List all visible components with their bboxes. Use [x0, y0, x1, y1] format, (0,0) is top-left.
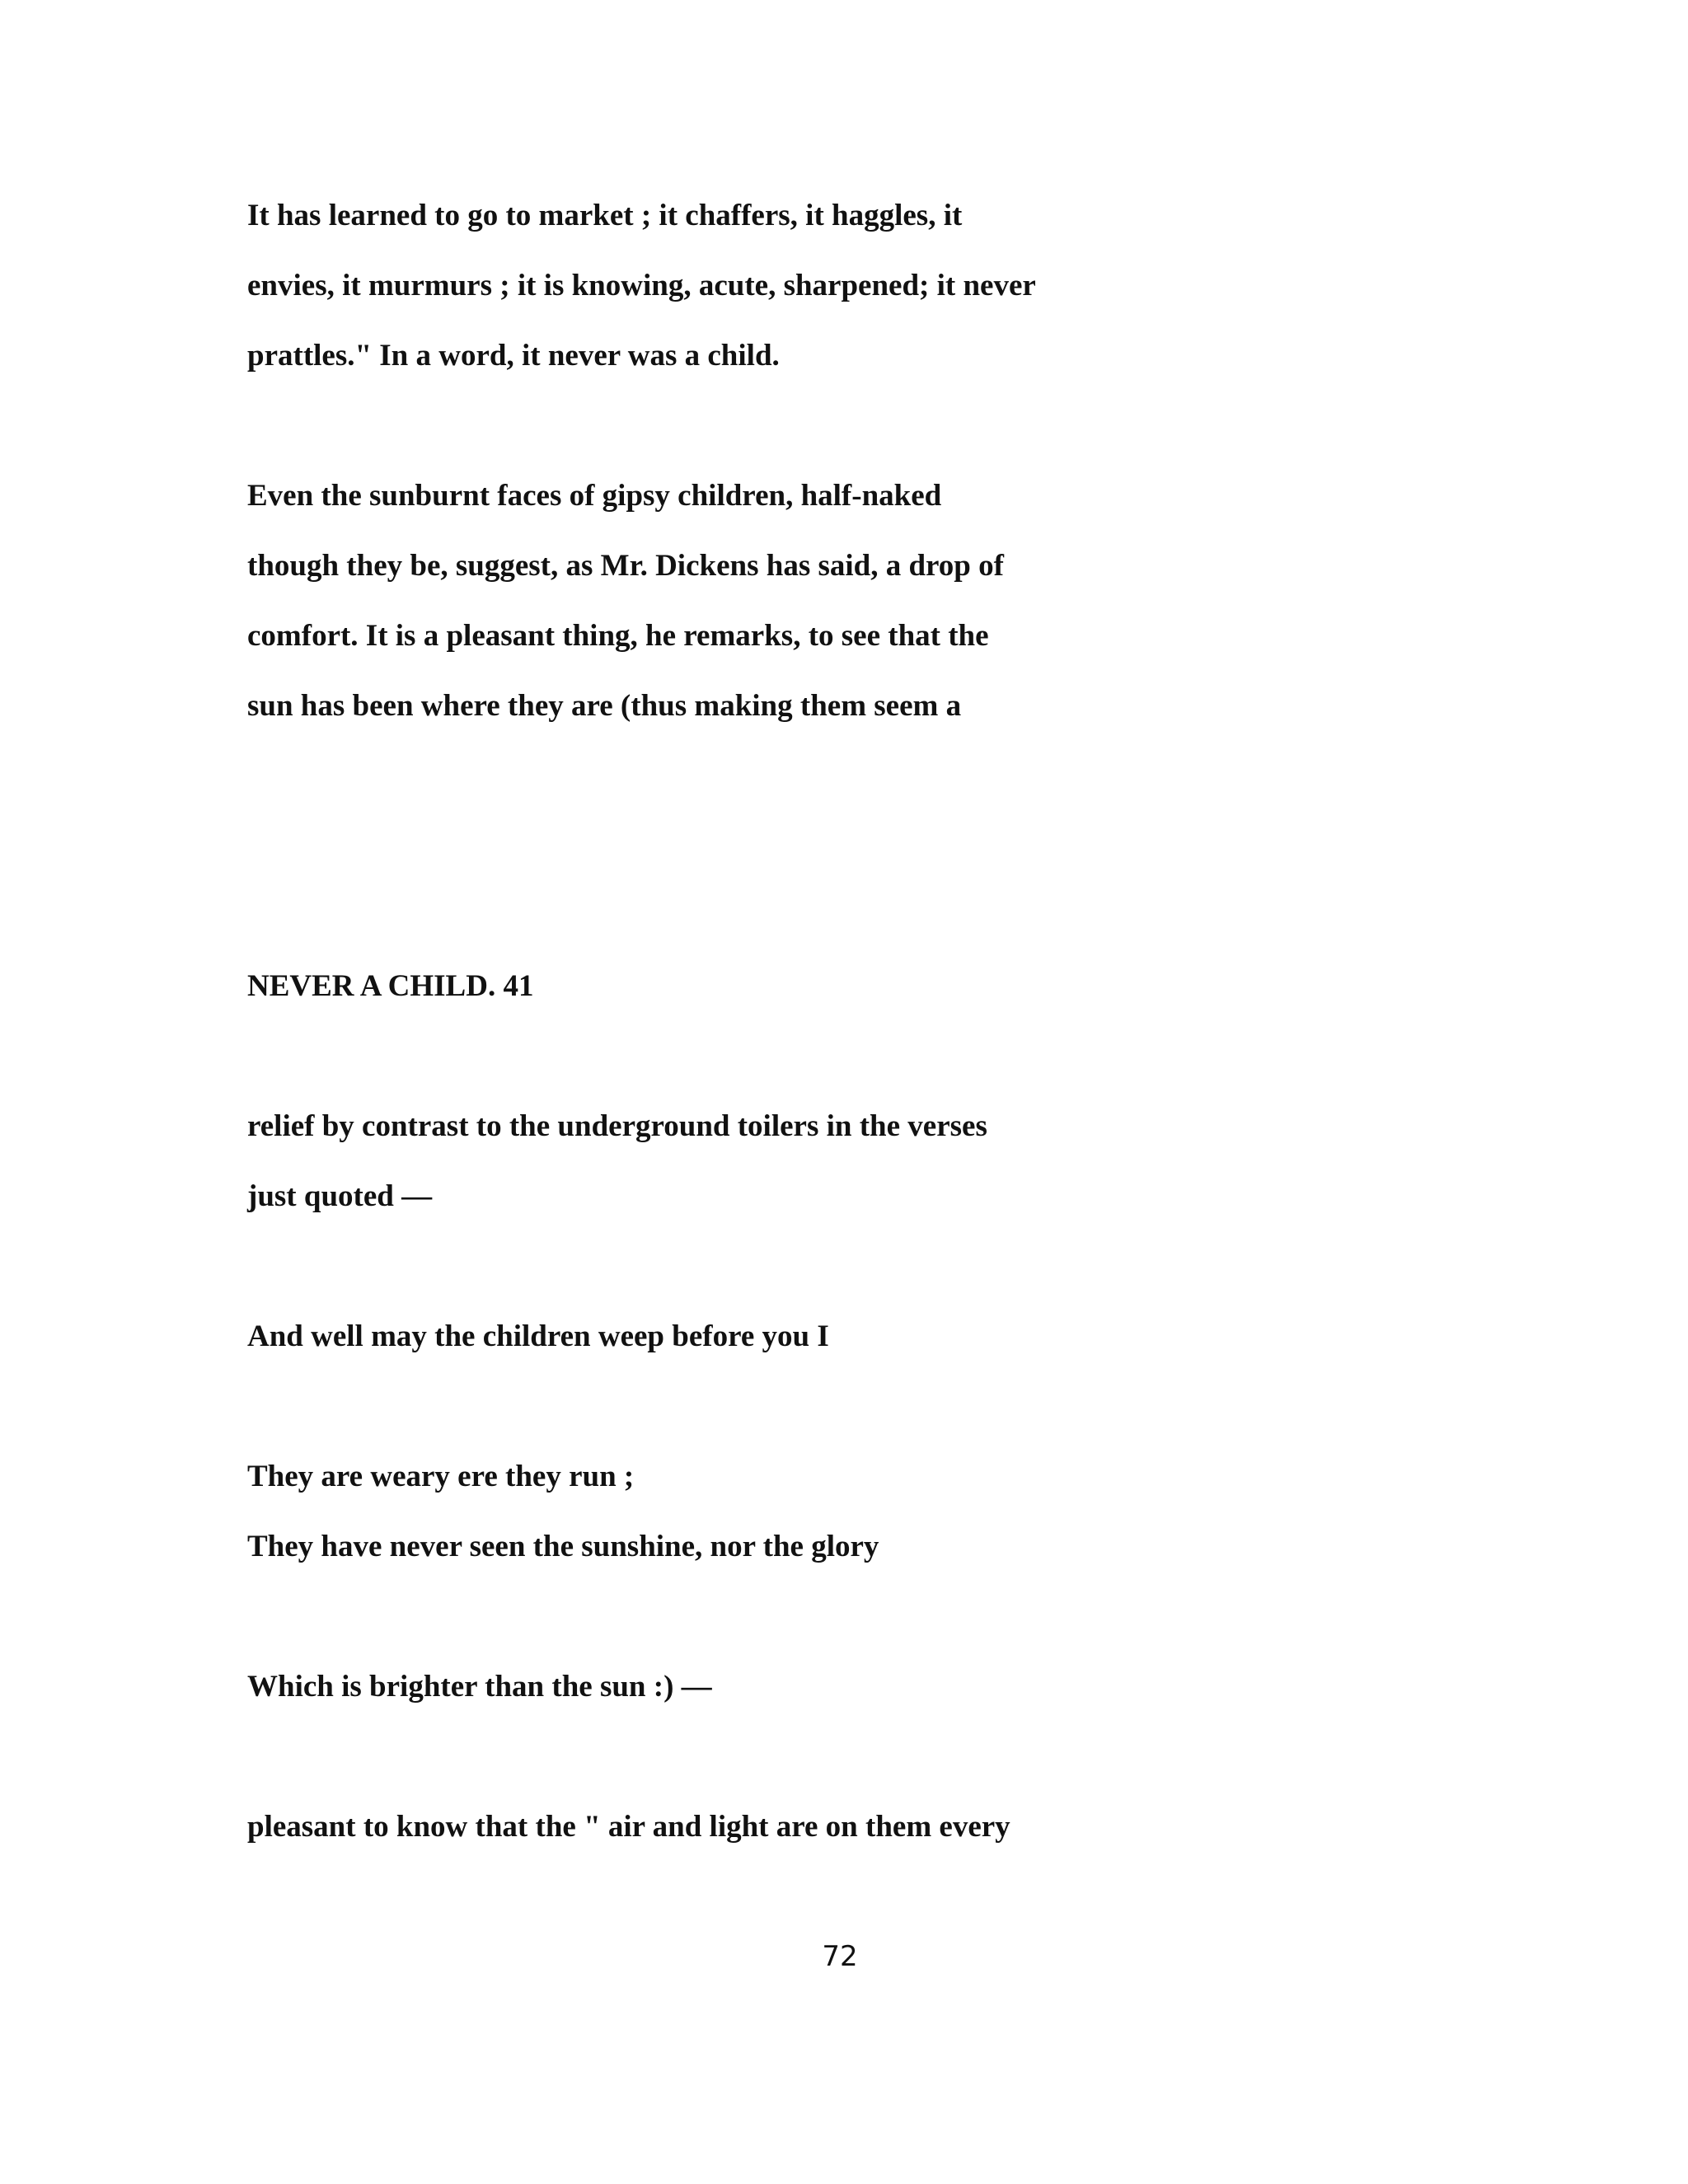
running-header: NEVER A CHILD. 41 — [247, 969, 534, 1003]
text-line: It has learned to go to market ; it chaffers, it haggles, it — [247, 199, 963, 232]
text-line: just quoted — — [247, 1179, 433, 1213]
page-number: 72 — [822, 1940, 858, 1973]
text-line: relief by contrast to the underground toilers in the verses — [247, 1109, 987, 1143]
verse-line: And well may the children weep before you I — [247, 1319, 829, 1353]
text-line: though they be, suggest, as Mr. Dickens has said, a drop of — [247, 549, 1004, 583]
text-line: sun has been where they are (thus making them seem a — [247, 689, 962, 723]
text-line: envies, it murmurs ; it is knowing, acute, sharpened; it never — [247, 269, 1036, 302]
text-line: Even the sunburnt faces of gipsy children, half-naked — [247, 479, 942, 513]
text-line: pleasant to know that the " air and light are on them every — [247, 1810, 1010, 1844]
text-line: prattles." In a word, it never was a child. — [247, 339, 780, 373]
verse-line: They have never seen the sunshine, nor the glory — [247, 1530, 879, 1563]
text-line: comfort. It is a pleasant thing, he remarks, to see that the — [247, 619, 989, 653]
verse-line: Which is brighter than the sun :) — — [247, 1670, 712, 1704]
verse-line: They are weary ere they run ; — [247, 1460, 635, 1493]
